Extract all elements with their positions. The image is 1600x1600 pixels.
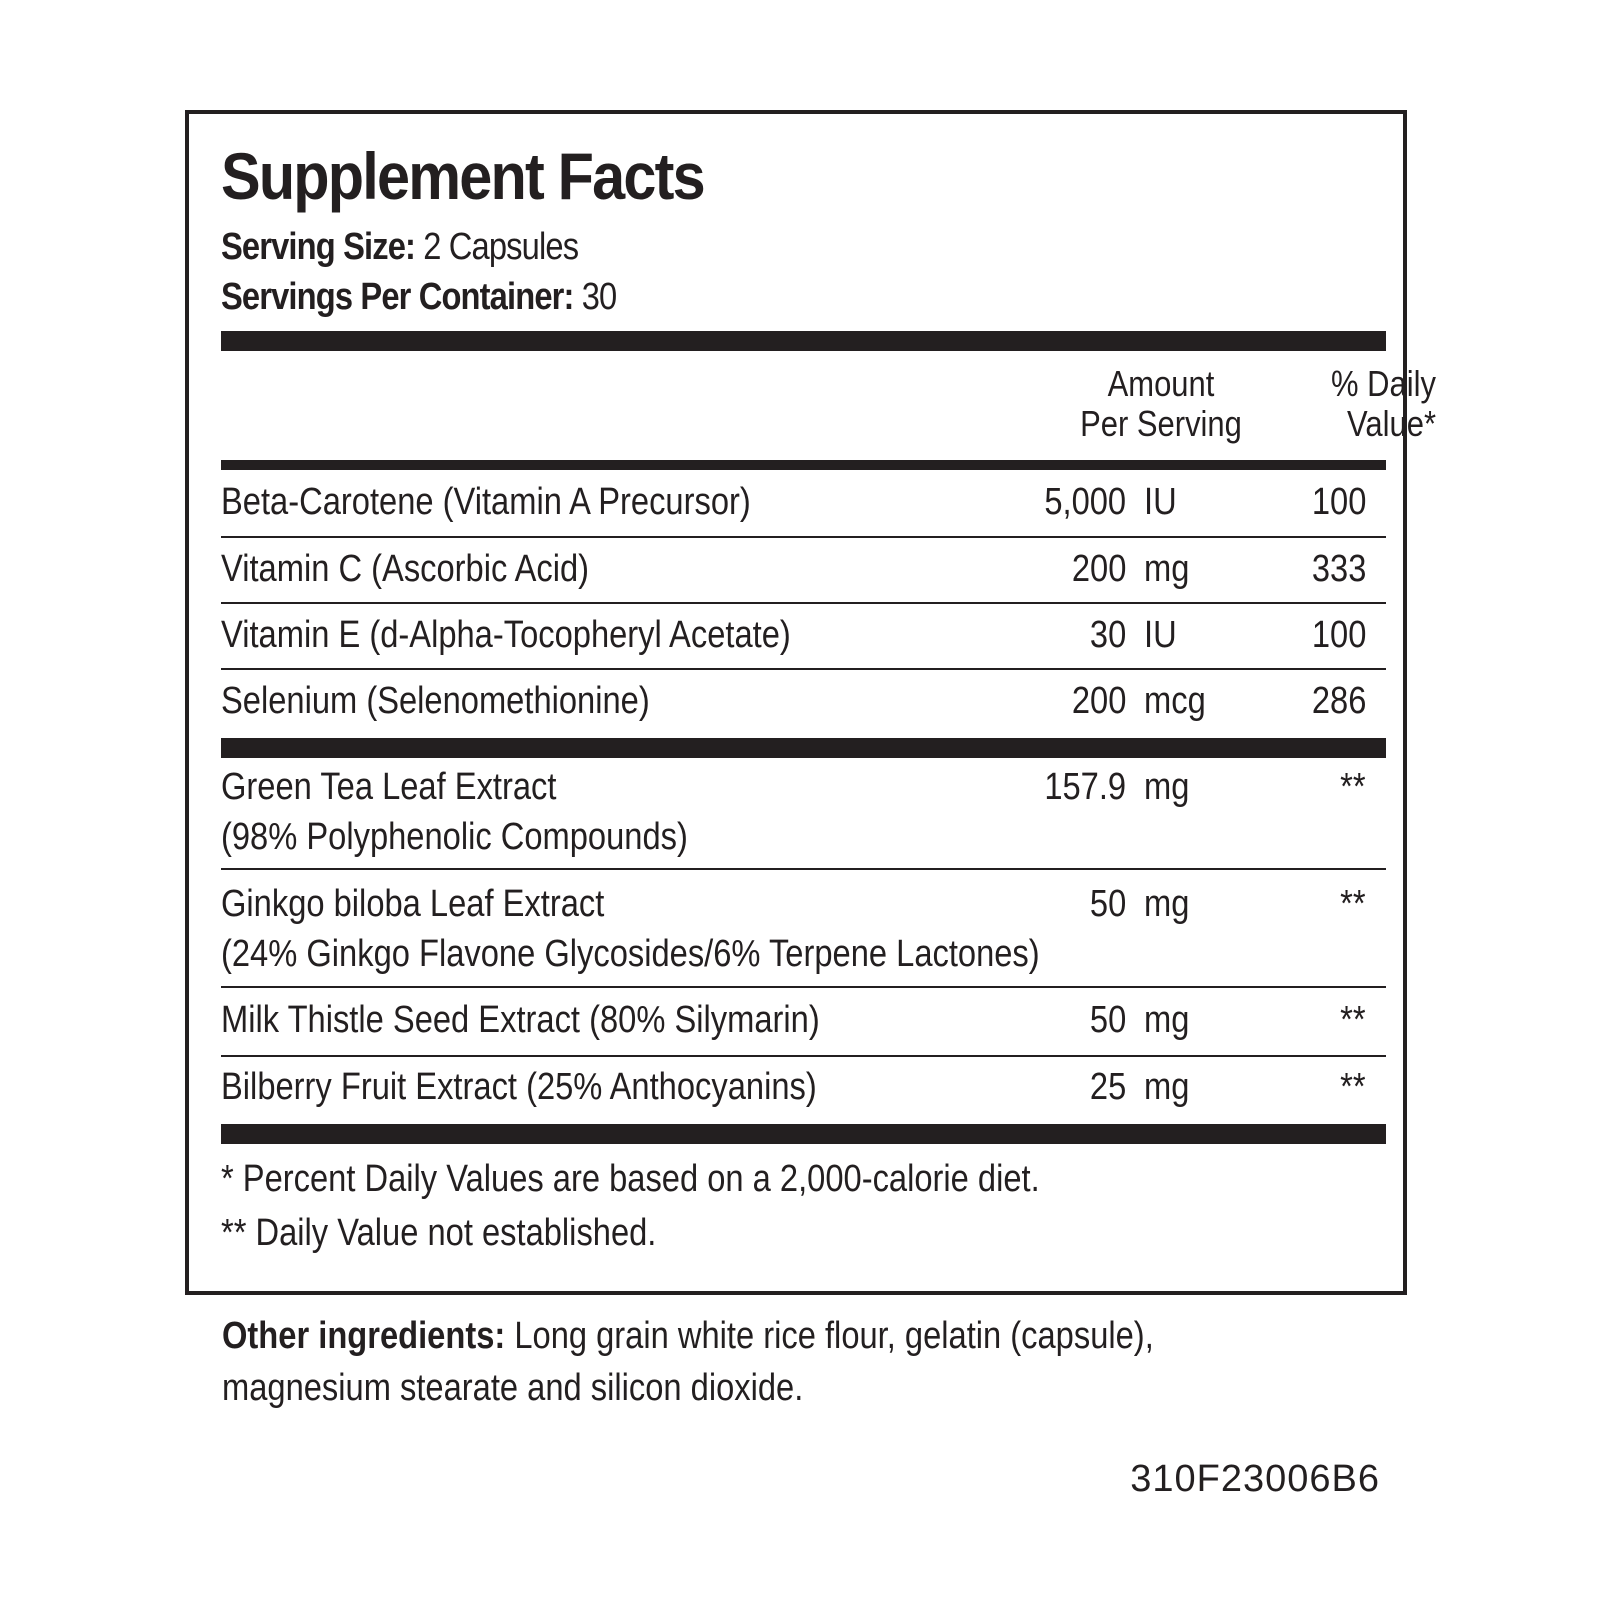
nutrient-unit: mcg	[1144, 680, 1206, 722]
ingredient-name-line1: Ginkgo biloba Leaf Extract	[221, 883, 605, 925]
serving-size	[221, 226, 578, 269]
ingredient-dv: **	[1340, 883, 1366, 925]
dv-header-line1: % Daily	[1331, 363, 1436, 404]
nutrient-dv: 286	[1311, 680, 1366, 722]
row-divider	[221, 668, 1386, 670]
ingredient-name-line2: (98% Polyphenolic Compounds)	[221, 816, 688, 858]
nutrient-amount: 200	[1071, 680, 1126, 722]
footnote-dv-not-established: ** Daily Value not established.	[221, 1212, 657, 1254]
ingredient-unit: mg	[1144, 883, 1190, 925]
row-divider	[221, 602, 1386, 604]
row-divider	[221, 536, 1386, 538]
dv-column-header	[1251, 364, 1436, 444]
panel-title: Supplement Facts	[221, 139, 704, 213]
nutrient-unit: mg	[1144, 548, 1190, 590]
ingredient-amount: 25	[1089, 1066, 1126, 1108]
thick-divider	[221, 1124, 1386, 1144]
ingredient-amount: 50	[1089, 999, 1126, 1041]
nutrient-unit: IU	[1144, 614, 1177, 656]
other-ingredients	[222, 1310, 1297, 1414]
nutrient-dv: 100	[1311, 614, 1366, 656]
footnote-percent-dv: * Percent Daily Values are based on a 2,000-calorie diet.	[221, 1158, 1040, 1200]
ingredient-name-line1: Bilberry Fruit Extract (25% Anthocyanins)	[221, 1066, 817, 1108]
row-divider	[221, 986, 1386, 988]
thick-divider	[221, 331, 1386, 351]
row-divider	[221, 1055, 1386, 1057]
medium-divider	[221, 460, 1386, 470]
nutrient-dv: 333	[1311, 548, 1366, 590]
ingredient-amount: 50	[1089, 883, 1126, 925]
ingredient-dv: **	[1340, 1066, 1366, 1108]
ingredient-unit: mg	[1144, 999, 1190, 1041]
other-ingredients-text: Long grain white rice flour, gelatin (capsule), magnesium stearate and silicon dioxide.	[222, 1315, 1154, 1409]
nutrient-amount: 5,000	[1044, 481, 1126, 523]
dv-header-line2: Value*	[1347, 403, 1436, 444]
amount-header-line2: Per Serving	[1080, 403, 1242, 444]
lot-code: 310F23006B6	[1130, 1458, 1380, 1500]
ingredient-name-line2: (24% Ginkgo Flavone Glycosides/6% Terpene Lactones)	[221, 933, 1040, 975]
ingredient-dv: **	[1340, 766, 1366, 808]
amount-header-line1: Amount	[1107, 363, 1215, 404]
servings-per-container-value: 30	[581, 276, 617, 318]
ingredient-amount: 157.9	[1044, 766, 1126, 808]
nutrient-name: Selenium (Selenomethionine)	[221, 680, 650, 722]
nutrient-name: Beta-Carotene (Vitamin A Precursor)	[221, 481, 751, 523]
servings-per-container	[221, 276, 616, 319]
nutrient-amount: 200	[1071, 548, 1126, 590]
ingredient-unit: mg	[1144, 1066, 1190, 1108]
nutrient-amount: 30	[1089, 614, 1126, 656]
ingredient-dv: **	[1340, 999, 1366, 1041]
nutrient-unit: IU	[1144, 481, 1177, 523]
supplement-facts-panel	[185, 110, 1436, 1295]
thick-divider	[221, 738, 1386, 758]
nutrient-dv: 100	[1311, 481, 1366, 523]
row-divider	[221, 868, 1386, 870]
serving-size-label: Serving Size:	[221, 226, 416, 268]
nutrient-name: Vitamin E (d-Alpha-Tocopheryl Acetate)	[221, 614, 791, 656]
nutrient-name: Vitamin C (Ascorbic Acid)	[221, 548, 590, 590]
serving-size-value: 2 Capsules	[423, 226, 579, 268]
servings-per-container-label: Servings Per Container:	[221, 276, 574, 318]
ingredient-name-line1: Milk Thistle Seed Extract (80% Silymarin)	[221, 999, 820, 1041]
other-ingredients-label: Other ingredients:	[222, 1315, 506, 1357]
ingredient-name-line1: Green Tea Leaf Extract	[221, 766, 557, 808]
ingredient-unit: mg	[1144, 766, 1190, 808]
